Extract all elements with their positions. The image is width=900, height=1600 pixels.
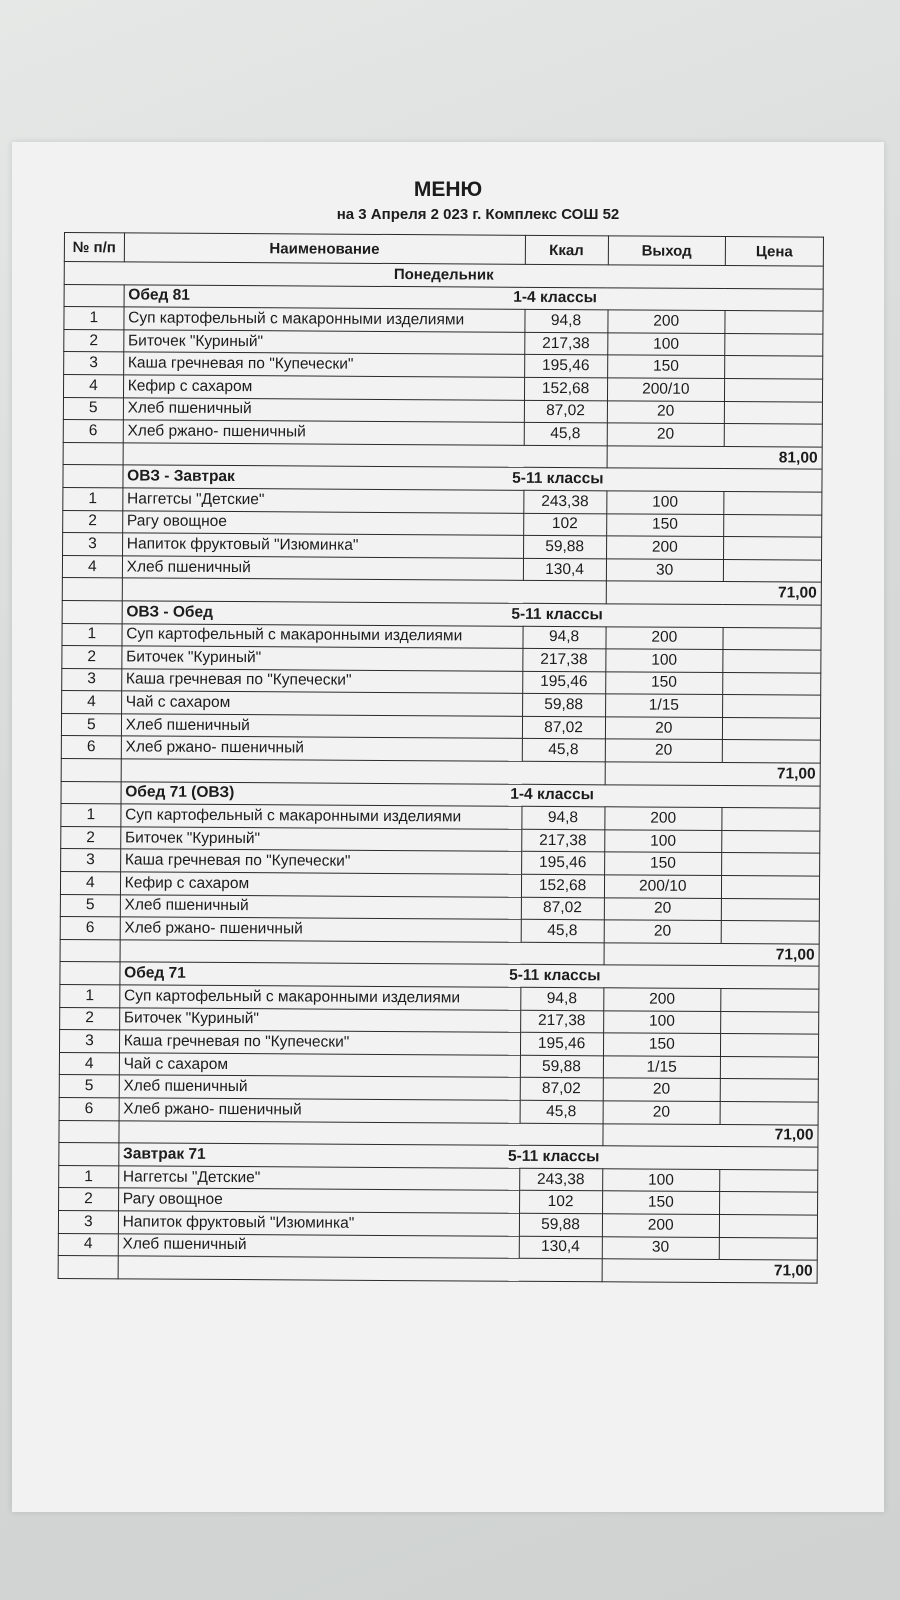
- item-price: [720, 1101, 818, 1124]
- item-price: [720, 1169, 818, 1192]
- item-output: 100: [605, 649, 722, 672]
- item-price: [721, 853, 819, 876]
- item-name: Суп картофельный с макаронными изделиями: [122, 623, 523, 648]
- item-price: [725, 356, 823, 379]
- item-number: 5: [59, 1075, 119, 1098]
- item-output: 150: [607, 355, 724, 378]
- item-kcal: 59,88: [522, 694, 605, 717]
- item-price: [723, 672, 821, 695]
- item-kcal: 45,8: [522, 739, 605, 762]
- item-number: 5: [61, 713, 121, 736]
- item-price: [725, 311, 823, 334]
- item-number: 6: [61, 736, 121, 759]
- item-name: Каша гречневая по "Купечески": [120, 849, 521, 874]
- section-number-cell: [59, 1143, 119, 1166]
- item-name: Биточек "Куриный": [122, 646, 523, 671]
- item-output: 20: [605, 739, 722, 762]
- item-name: Хлеб пшеничный: [120, 894, 521, 919]
- item-kcal: 87,02: [520, 1078, 603, 1101]
- item-name: Биточек "Куриный": [120, 827, 521, 852]
- column-header-price: Цена: [725, 237, 823, 267]
- item-price: [723, 627, 821, 650]
- item-number: 2: [60, 1007, 120, 1030]
- item-name: Хлеб пшеничный: [121, 714, 522, 739]
- item-price: [719, 1214, 817, 1237]
- item-number: 1: [63, 487, 123, 510]
- section-total-price: 71,00: [603, 1123, 818, 1147]
- item-price: [722, 695, 820, 718]
- item-price: [722, 830, 820, 853]
- item-number: 3: [62, 668, 122, 691]
- total-blank-name: [119, 1120, 603, 1146]
- item-name: Суп картофельный с макаронными изделиями: [124, 307, 525, 332]
- item-kcal: 59,88: [523, 535, 606, 558]
- item-kcal: 87,02: [524, 400, 607, 423]
- item-kcal: 94,8: [522, 626, 605, 649]
- item-number: 3: [58, 1210, 118, 1233]
- item-kcal: 45,8: [524, 422, 607, 445]
- menu-table: [58, 232, 824, 1283]
- item-number: 6: [59, 1097, 119, 1120]
- item-name: Рагу овощное: [118, 1188, 519, 1213]
- item-kcal: 217,38: [521, 829, 604, 852]
- item-name: Напиток фруктовый "Изюминка": [122, 533, 523, 558]
- item-price: [723, 650, 821, 673]
- item-name: Хлеб пшеничный: [119, 1075, 520, 1100]
- section-total-price: 71,00: [606, 581, 821, 605]
- item-kcal: 130,4: [519, 1236, 602, 1259]
- item-name: Кефир с сахаром: [120, 872, 521, 897]
- section-name: Обед 71: [124, 964, 186, 982]
- item-output: 100: [604, 830, 721, 853]
- item-output: 20: [607, 423, 724, 446]
- item-output: 200/10: [604, 875, 721, 898]
- section-name: ОВЗ - Завтрак: [127, 467, 235, 486]
- item-name: Хлеб ржано- пшеничный: [121, 736, 522, 761]
- item-name: Хлеб ржано- пшеничный: [123, 420, 524, 445]
- section-total-price: 81,00: [607, 446, 822, 470]
- item-kcal: 94,8: [520, 987, 603, 1010]
- item-price: [725, 333, 823, 356]
- item-name: Кефир с сахаром: [123, 375, 524, 400]
- section-name: Обед 81: [128, 286, 190, 305]
- item-output: 30: [606, 559, 723, 582]
- item-name: Хлеб ржано- пшеничный: [120, 917, 521, 942]
- item-kcal: 195,46: [521, 852, 604, 875]
- total-blank-name: [123, 443, 607, 469]
- item-number: 1: [61, 804, 121, 827]
- item-kcal: 243,38: [523, 490, 606, 513]
- item-price: [722, 740, 820, 763]
- item-number: 3: [61, 849, 121, 872]
- section-total-price: 71,00: [602, 1259, 817, 1283]
- item-output: 30: [602, 1236, 719, 1259]
- section-total-price: 71,00: [605, 762, 820, 786]
- item-name: Суп картофельный с макаронными изделиями: [119, 985, 520, 1010]
- section-number-cell: [63, 465, 123, 488]
- item-name: Напиток фруктовый "Изюминка": [118, 1211, 519, 1236]
- section-name: Обед 71 (ОВЗ): [125, 783, 235, 802]
- item-number: 2: [59, 1188, 119, 1211]
- item-price: [722, 717, 820, 740]
- item-name: Биточек "Куриный": [119, 1007, 520, 1032]
- item-output: 200: [606, 626, 723, 649]
- item-number: 4: [62, 691, 122, 714]
- item-output: 200: [602, 1214, 719, 1237]
- item-kcal: 45,8: [520, 1100, 603, 1123]
- item-price: [724, 491, 822, 514]
- item-name: Чай с сахаром: [119, 1053, 520, 1078]
- item-output: 20: [604, 897, 721, 920]
- item-kcal: 87,02: [522, 716, 605, 739]
- item-kcal: 217,38: [524, 332, 607, 355]
- item-number: 5: [60, 894, 120, 917]
- item-name: Каша гречневая по "Купечески": [121, 669, 522, 694]
- total-blank-number: [58, 1256, 118, 1279]
- total-blank-name: [122, 578, 606, 604]
- item-price: [721, 898, 819, 921]
- item-price: [723, 537, 821, 560]
- item-kcal: 59,88: [519, 1213, 602, 1236]
- item-price: [720, 1056, 818, 1079]
- section-grade: 5-11 классы: [507, 1147, 600, 1166]
- item-number: 4: [60, 872, 120, 895]
- item-price: [723, 559, 821, 582]
- item-name: Каша гречневая по "Купечески": [119, 1030, 520, 1055]
- item-name: Наггетсы "Детские": [118, 1166, 519, 1191]
- item-name: Чай с сахаром: [121, 691, 522, 716]
- total-blank-number: [63, 442, 123, 465]
- item-kcal: 195,46: [524, 355, 607, 378]
- total-blank-number: [59, 1120, 119, 1143]
- section-grade: 5-11 классы: [512, 469, 604, 488]
- item-output: 100: [603, 1010, 720, 1033]
- item-price: [721, 921, 819, 944]
- item-name: Рагу овощное: [122, 510, 523, 535]
- item-kcal: 152,68: [524, 377, 607, 400]
- item-price: [720, 1034, 818, 1057]
- section-number-cell: [60, 962, 120, 985]
- item-kcal: 94,8: [524, 310, 607, 333]
- total-blank-number: [60, 939, 120, 962]
- menu-title: МЕНЮ: [413, 178, 483, 201]
- menu-subtitle: на 3 Апреля 2 023 г. Комплекс СОШ 52: [336, 206, 620, 223]
- menu-sheet: [12, 142, 884, 1512]
- item-price: [724, 514, 822, 537]
- section-grade: 5-11 классы: [509, 966, 601, 985]
- item-number: 3: [63, 533, 123, 556]
- item-output: 150: [603, 1033, 720, 1056]
- item-output: 200/10: [607, 378, 724, 401]
- item-number: 1: [62, 623, 122, 646]
- item-number: 4: [62, 555, 122, 578]
- table-header-row: [64, 233, 823, 267]
- item-kcal: 94,8: [521, 807, 604, 830]
- item-kcal: 130,4: [523, 558, 606, 581]
- item-price: [719, 1192, 817, 1215]
- total-blank-name: [121, 759, 605, 785]
- item-number: 1: [59, 1165, 119, 1188]
- section-number-cell: [64, 284, 124, 307]
- section-grade: 1-4 классы: [513, 289, 597, 307]
- item-kcal: 102: [519, 1191, 602, 1214]
- total-blank-number: [61, 759, 121, 782]
- total-blank-name: [118, 1256, 602, 1282]
- item-output: 20: [605, 717, 722, 740]
- section-number-cell: [62, 600, 122, 623]
- column-header-name: Наименование: [124, 233, 525, 264]
- item-number: 2: [64, 329, 124, 352]
- item-number: 4: [59, 1052, 119, 1075]
- item-output: 200: [608, 310, 725, 333]
- item-name: Хлеб ржано- пшеничный: [119, 1098, 520, 1123]
- item-kcal: 217,38: [522, 648, 605, 671]
- item-name: Хлеб пшеничный: [118, 1233, 519, 1258]
- item-kcal: 59,88: [520, 1055, 603, 1078]
- column-header-kcal: Ккал: [525, 235, 608, 265]
- item-output: 150: [605, 672, 722, 695]
- item-output: 20: [604, 920, 721, 943]
- item-output: 150: [604, 852, 721, 875]
- item-kcal: 45,8: [521, 920, 604, 943]
- item-output: 1/15: [605, 694, 722, 717]
- item-number: 1: [64, 307, 124, 330]
- item-output: 200: [603, 988, 720, 1011]
- item-number: 3: [59, 1030, 119, 1053]
- item-number: 6: [63, 420, 123, 443]
- day-label: Понедельник: [64, 262, 823, 289]
- item-number: 2: [61, 826, 121, 849]
- item-output: 20: [603, 1078, 720, 1101]
- item-number: 5: [63, 397, 123, 420]
- item-price: [721, 989, 819, 1012]
- item-output: 200: [606, 536, 723, 559]
- item-number: 1: [60, 984, 120, 1007]
- section-total-row: [58, 1256, 817, 1283]
- item-output: 20: [607, 400, 724, 423]
- item-kcal: 195,46: [522, 671, 605, 694]
- section-name: Завтрак 71: [123, 1145, 206, 1163]
- item-output: 20: [603, 1101, 720, 1124]
- item-output: 100: [607, 333, 724, 356]
- item-price: [719, 1237, 817, 1260]
- item-number: 2: [62, 646, 122, 669]
- item-output: 200: [604, 807, 721, 830]
- column-header-number: № п/п: [64, 233, 124, 262]
- item-price: [720, 1079, 818, 1102]
- menu-body: [58, 262, 823, 1283]
- item-name: Хлеб пшеничный: [122, 556, 523, 581]
- column-header-output: Выход: [608, 236, 725, 266]
- item-name: Хлеб пшеничный: [123, 397, 524, 422]
- item-output: 100: [606, 491, 723, 514]
- total-blank-name: [120, 940, 604, 966]
- item-name: Наггетсы "Детские": [122, 488, 523, 513]
- item-price: [724, 401, 822, 424]
- item-price: [724, 424, 822, 447]
- item-output: 150: [602, 1191, 719, 1214]
- item-kcal: 195,46: [520, 1032, 603, 1055]
- section-grade: 5-11 классы: [511, 605, 603, 624]
- item-name: Каша гречневая по "Купечески": [123, 352, 524, 377]
- section-number-cell: [61, 781, 121, 804]
- section-total-price: 71,00: [604, 943, 819, 967]
- section-name: ОВЗ - Обед: [126, 603, 214, 621]
- item-number: 6: [60, 917, 120, 940]
- item-number: 4: [63, 374, 123, 397]
- item-number: 3: [64, 352, 124, 375]
- item-price: [721, 1011, 819, 1034]
- section-grade: 1-4 классы: [510, 786, 594, 804]
- item-kcal: 243,38: [519, 1168, 602, 1191]
- item-output: 100: [602, 1169, 719, 1192]
- item-number: 2: [63, 510, 123, 533]
- item-kcal: 87,02: [521, 897, 604, 920]
- item-number: 4: [58, 1233, 118, 1256]
- item-kcal: 152,68: [521, 874, 604, 897]
- item-kcal: 217,38: [520, 1010, 603, 1033]
- item-output: 150: [606, 513, 723, 536]
- item-price: [722, 808, 820, 831]
- item-kcal: 102: [523, 513, 606, 536]
- item-output: 1/15: [603, 1056, 720, 1079]
- total-blank-number: [62, 578, 122, 601]
- item-name: Биточек "Куриный": [123, 330, 524, 355]
- item-name: Суп картофельный с макаронными изделиями: [121, 804, 522, 829]
- item-price: [721, 876, 819, 899]
- item-price: [724, 379, 822, 402]
